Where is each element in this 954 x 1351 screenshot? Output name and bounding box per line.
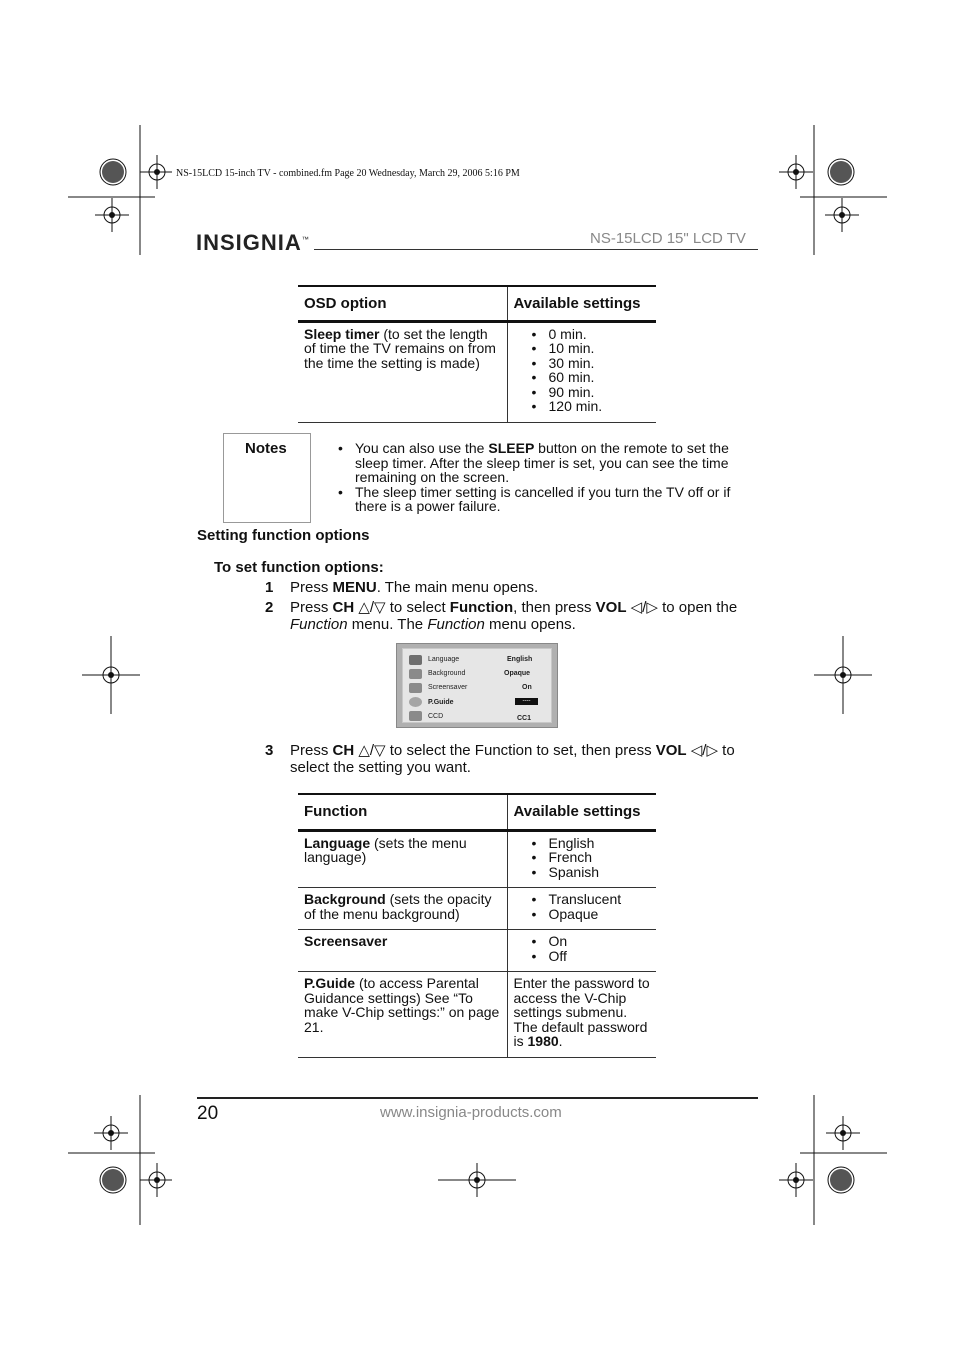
column-header: Function [298,794,507,830]
list-item: • Off [514,949,651,964]
function-description: (sets the opacity of the menu background) [304,891,492,922]
function-description: (sets the menu language) [304,834,467,865]
settings-text: . [558,1033,563,1049]
language-icon [409,655,422,665]
osd-label: P.Guide [428,699,454,706]
function-menu-screenshot [396,643,558,728]
function-cell [298,830,507,888]
step-number: 3 [265,742,274,759]
print-header: NS-15LCD 15-inch TV - combined.fm Page 20 Wednesday, March 29, 2006 5:16 PM [176,168,520,179]
step-text: Press MENU. The main menu opens. [290,579,539,596]
settings-list [514,892,651,921]
footer-rule [197,1097,758,1099]
column-header: Available settings [507,286,656,321]
function-description: (to access Parental Guidance settings) See “To make V-Chip settings:” on page 21. [304,975,500,1035]
footer-url: www.insignia-products.com [380,1104,562,1121]
osd-label: Language [428,656,460,663]
list-item: • 30 min. [514,356,651,371]
guide-icon [409,697,422,707]
settings-cell [507,321,656,422]
option-name: Sleep timer [304,325,380,342]
default-password: 1980 [527,1033,559,1049]
insignia-logo [196,230,310,256]
list-item: • The sleep timer setting is cancelled if you turn the TV off or if there is a power failure. [338,485,753,514]
osd-value: CC1 [517,715,532,722]
table-row [298,888,656,930]
function-cell [298,888,507,930]
settings-cell [507,830,656,888]
list-item: • 60 min. [514,370,651,385]
osd-panel [402,648,552,723]
list-item: • On [514,934,651,949]
trademark-mark: ™ [301,236,310,244]
notes-list [338,441,753,514]
list-item: • 10 min. [514,341,651,356]
function-cell [298,972,507,1058]
settings-cell [507,888,656,930]
table-header-row [298,794,656,830]
list-item: • 120 min. [514,399,651,414]
procedure-heading: To set function options: [214,559,384,576]
settings-cell [507,972,656,1058]
function-name: Screensaver [304,933,388,949]
column-header: Available settings [507,794,656,830]
note-text: button on the remote to set the sleep timer. After the sleep timer is set, you can see the time remaining on the screen. [355,440,729,485]
page-number: 20 [197,1103,219,1124]
settings-text: Enter the password to access the V-Chip settings submenu. The default password is [513,975,650,1049]
osd-label: CCD [428,713,444,720]
settings-list [514,327,651,414]
function-name: Language [304,834,371,851]
list-item: • French [514,850,651,865]
list-item: • English [514,836,651,851]
settings-cell [507,930,656,972]
table-row [298,972,656,1058]
header-rule [314,249,758,250]
list-item [338,441,753,485]
note-text: You can also use the [355,440,489,456]
table-header-row [298,286,656,321]
step-number: 1 [265,579,274,596]
list-item: • Opaque [514,907,651,922]
function-name: P.Guide [304,975,356,991]
function-name: Background [304,891,386,907]
table-row [298,321,656,422]
settings-list [514,836,651,880]
osd-value: On [522,684,532,691]
step-number: 2 [265,599,274,616]
logo-text: INSIGNIA [196,230,302,255]
cc-icon [409,711,422,721]
section-heading: Setting function options [197,527,370,544]
list-item: • 0 min. [514,327,651,342]
list-item: • Translucent [514,892,651,907]
osd-label: Screensaver [428,684,468,691]
option-cell [298,321,507,422]
table-row [298,930,656,972]
background-icon [409,669,422,679]
osd-label: Background [428,670,466,677]
list-item: • Spanish [514,865,651,880]
note-bold: SLEEP [488,440,535,456]
step-text: Press CH △/▽ to select Function, then press VOL ◁/▷ to open the Function menu. The Function menu opens. [290,599,738,633]
list-item: • 90 min. [514,385,651,400]
osd-value: English [507,656,533,663]
notes-label: Notes [245,440,287,457]
osd-value: ---- [515,698,538,705]
settings-list [514,934,651,963]
function-table [298,793,656,1058]
option-description: (to set the length of time the TV remains on from the time the setting is made) [304,325,496,371]
header-title: NS-15LCD 15" LCD TV [590,230,746,247]
step-text: Press CH △/▽ to select the Function to set, then press VOL ◁/▷ to select the setting you want. [290,742,735,776]
screensaver-icon [409,683,422,693]
osd-value: Opaque [504,670,531,677]
column-header: OSD option [298,286,507,321]
function-cell [298,930,507,972]
table-row [298,830,656,888]
osd-option-table [298,285,656,423]
